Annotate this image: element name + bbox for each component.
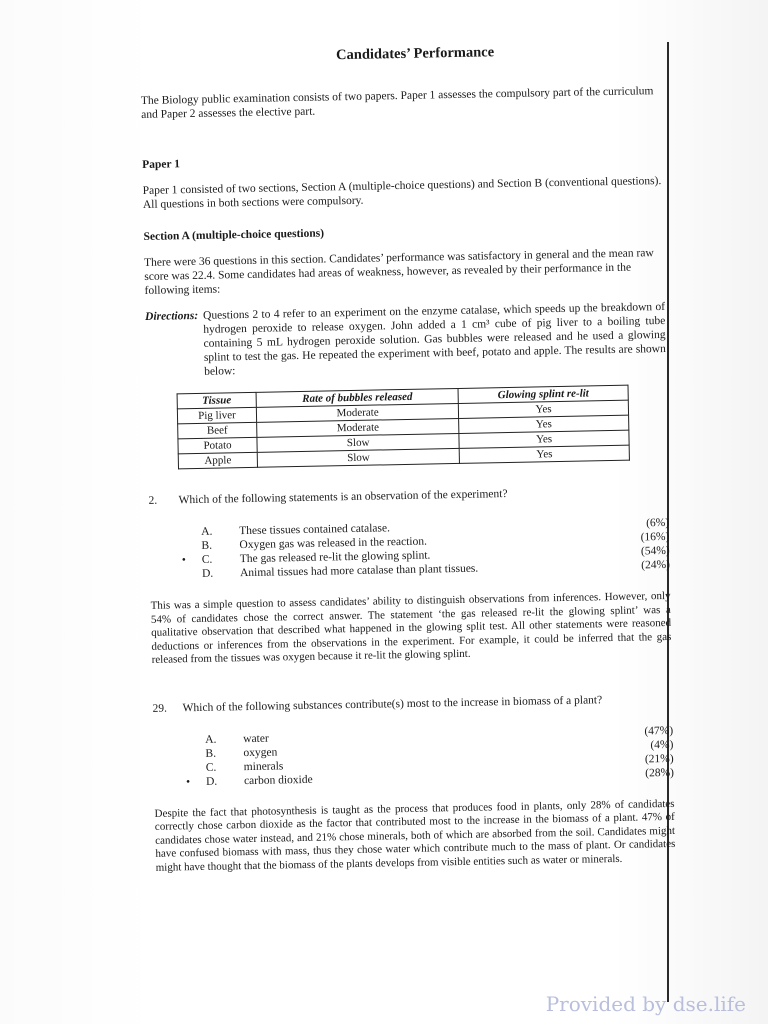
option-text: The gas released re-lit the glowing splint. — [239, 549, 431, 566]
option-letter: B. — [205, 747, 217, 760]
question-2 — [148, 484, 668, 508]
option-text: oxygen — [243, 745, 278, 759]
sectionA-heading: Section A (multiple-choice questions) — [143, 227, 325, 243]
table-cell: Yes — [459, 400, 629, 418]
table-header: Rate of bubbles released — [256, 388, 459, 407]
table-cell: Yes — [459, 430, 629, 448]
option-percentage: (4%) — [650, 738, 674, 751]
option-percentage: (16%) — [640, 530, 670, 544]
directions-block — [145, 300, 666, 380]
question-text: Which of the following substances contribute(s) most to the increase in biomass of a plant? — [182, 693, 603, 714]
paper1-heading: Paper 1 — [142, 158, 181, 171]
directions-label: Directions: — [144, 309, 199, 323]
option-percentage: (54%) — [640, 544, 670, 558]
question-29-options — [185, 723, 675, 788]
question-2-options — [181, 516, 671, 581]
option-percentage: (28%) — [645, 766, 675, 779]
question-2-discussion: This was a simple question to assess candidates’ ability to distinguish observations from inferences. However, only 54% of candidates chose the correct answer. The statement ‘the gas released re-lit the glowing splint’ was a qualitative observation that described what happened in the glowing split test. All other statements were reasoned deductions or inferences from the observations in the experiment. For example, it could be inferred that the gas released from the tissues was oxygen because it re-lit the glowing splint. — [150, 589, 672, 666]
table-cell: Slow — [257, 448, 460, 467]
question-29 — [152, 691, 672, 715]
question-number: 29. — [152, 702, 168, 715]
option-percentage: (47%) — [644, 724, 674, 737]
option-text: Animal tissues had more catalase than plant tissues. — [239, 562, 479, 580]
option-percentage: (24%) — [641, 558, 671, 572]
document-content — [140, 42, 676, 875]
option-text: carbon dioxide — [243, 773, 313, 787]
table-cell: Slow — [257, 433, 460, 452]
sectionA-paragraph: There were 36 questions in this section. Candidates’ performance was satisfactory in general and the mean raw score was 22.4. Some candidates had areas of weakness, however, as revealed by their performance in the following items: — [143, 247, 654, 297]
option-letter: A. — [205, 733, 217, 746]
option-letter: C. — [205, 761, 217, 774]
table-header: Glowing splint re-lit — [458, 385, 628, 403]
table-cell: Potato — [178, 437, 257, 454]
paper1-paragraph: Paper 1 consisted of two sections, Section A (multiple-choice questions) and Section B (conventional questions). All questions in both sections were compulsory. — [142, 175, 662, 211]
question-number: 2. — [148, 494, 158, 507]
table-cell: Pig liver — [177, 407, 256, 424]
option-text: minerals — [243, 759, 284, 773]
option-letter: B. — [201, 539, 213, 552]
option-letter: D. — [201, 567, 214, 580]
table-cell: Yes — [459, 445, 629, 463]
question-29-discussion: Despite the fact that photosynthesis is taught as the process that produces food in plants, only 28% of candidates correctly chose carbon dioxide as the factor that contributed most to the increase in the biomass of a plant. 47% of candidates chose water instead, and 21% chose minerals, both of which are absorbed from the soil. Candidates might have confused biomass with mass, thus they chose water which contribute much to the mass of plant. Or candidates might have thought that the biomass of the plants develops from visible entities such as water or minerals. — [154, 797, 676, 874]
table-cell: Moderate — [256, 403, 459, 422]
option-letter: A. — [201, 525, 213, 538]
watermark: Provided by dse.life — [545, 992, 746, 1016]
option-letter: C. — [201, 553, 213, 566]
page-title: Candidates’ Performance — [335, 44, 495, 64]
table-header: Tissue — [177, 392, 256, 409]
correct-answer-bullet: • — [185, 775, 191, 788]
table-cell: Apple — [178, 452, 257, 469]
option-text: water — [243, 732, 269, 745]
results-table — [177, 385, 630, 470]
table-cell: Yes — [459, 415, 629, 433]
option-percentage: (6%) — [646, 516, 670, 530]
question-text: Which of the following statements is an observation of the experiment? — [178, 488, 508, 507]
directions-text: Questions 2 to 4 refer to an experiment on the enzyme catalase, which speeds up the breakdown of hydrogen peroxide to release oxygen. John added a 1 cm³ cube of pig liver to a boiling tube containing 5 mL hydrogen peroxide solution. Gas bubbles were released and he used a glowing splint to test the gas. He repeated the experiment with beef, potato and apple. The results are shown below: — [202, 300, 666, 378]
table-cell: Moderate — [257, 418, 460, 437]
correct-answer-bullet: • — [181, 554, 186, 567]
option-text: Oxygen gas was released in the reaction. — [239, 535, 428, 552]
option-text: These tissues contained catalase. — [239, 522, 391, 538]
intro-paragraph: The Biology public examination consists of two papers. Paper 1 assesses the compulsory part of the curriculum and Paper 2 assesses the elective part. — [140, 85, 654, 121]
option-letter: D. — [205, 775, 218, 788]
table-cell: Beef — [178, 422, 257, 439]
option-percentage: (21%) — [644, 752, 674, 765]
